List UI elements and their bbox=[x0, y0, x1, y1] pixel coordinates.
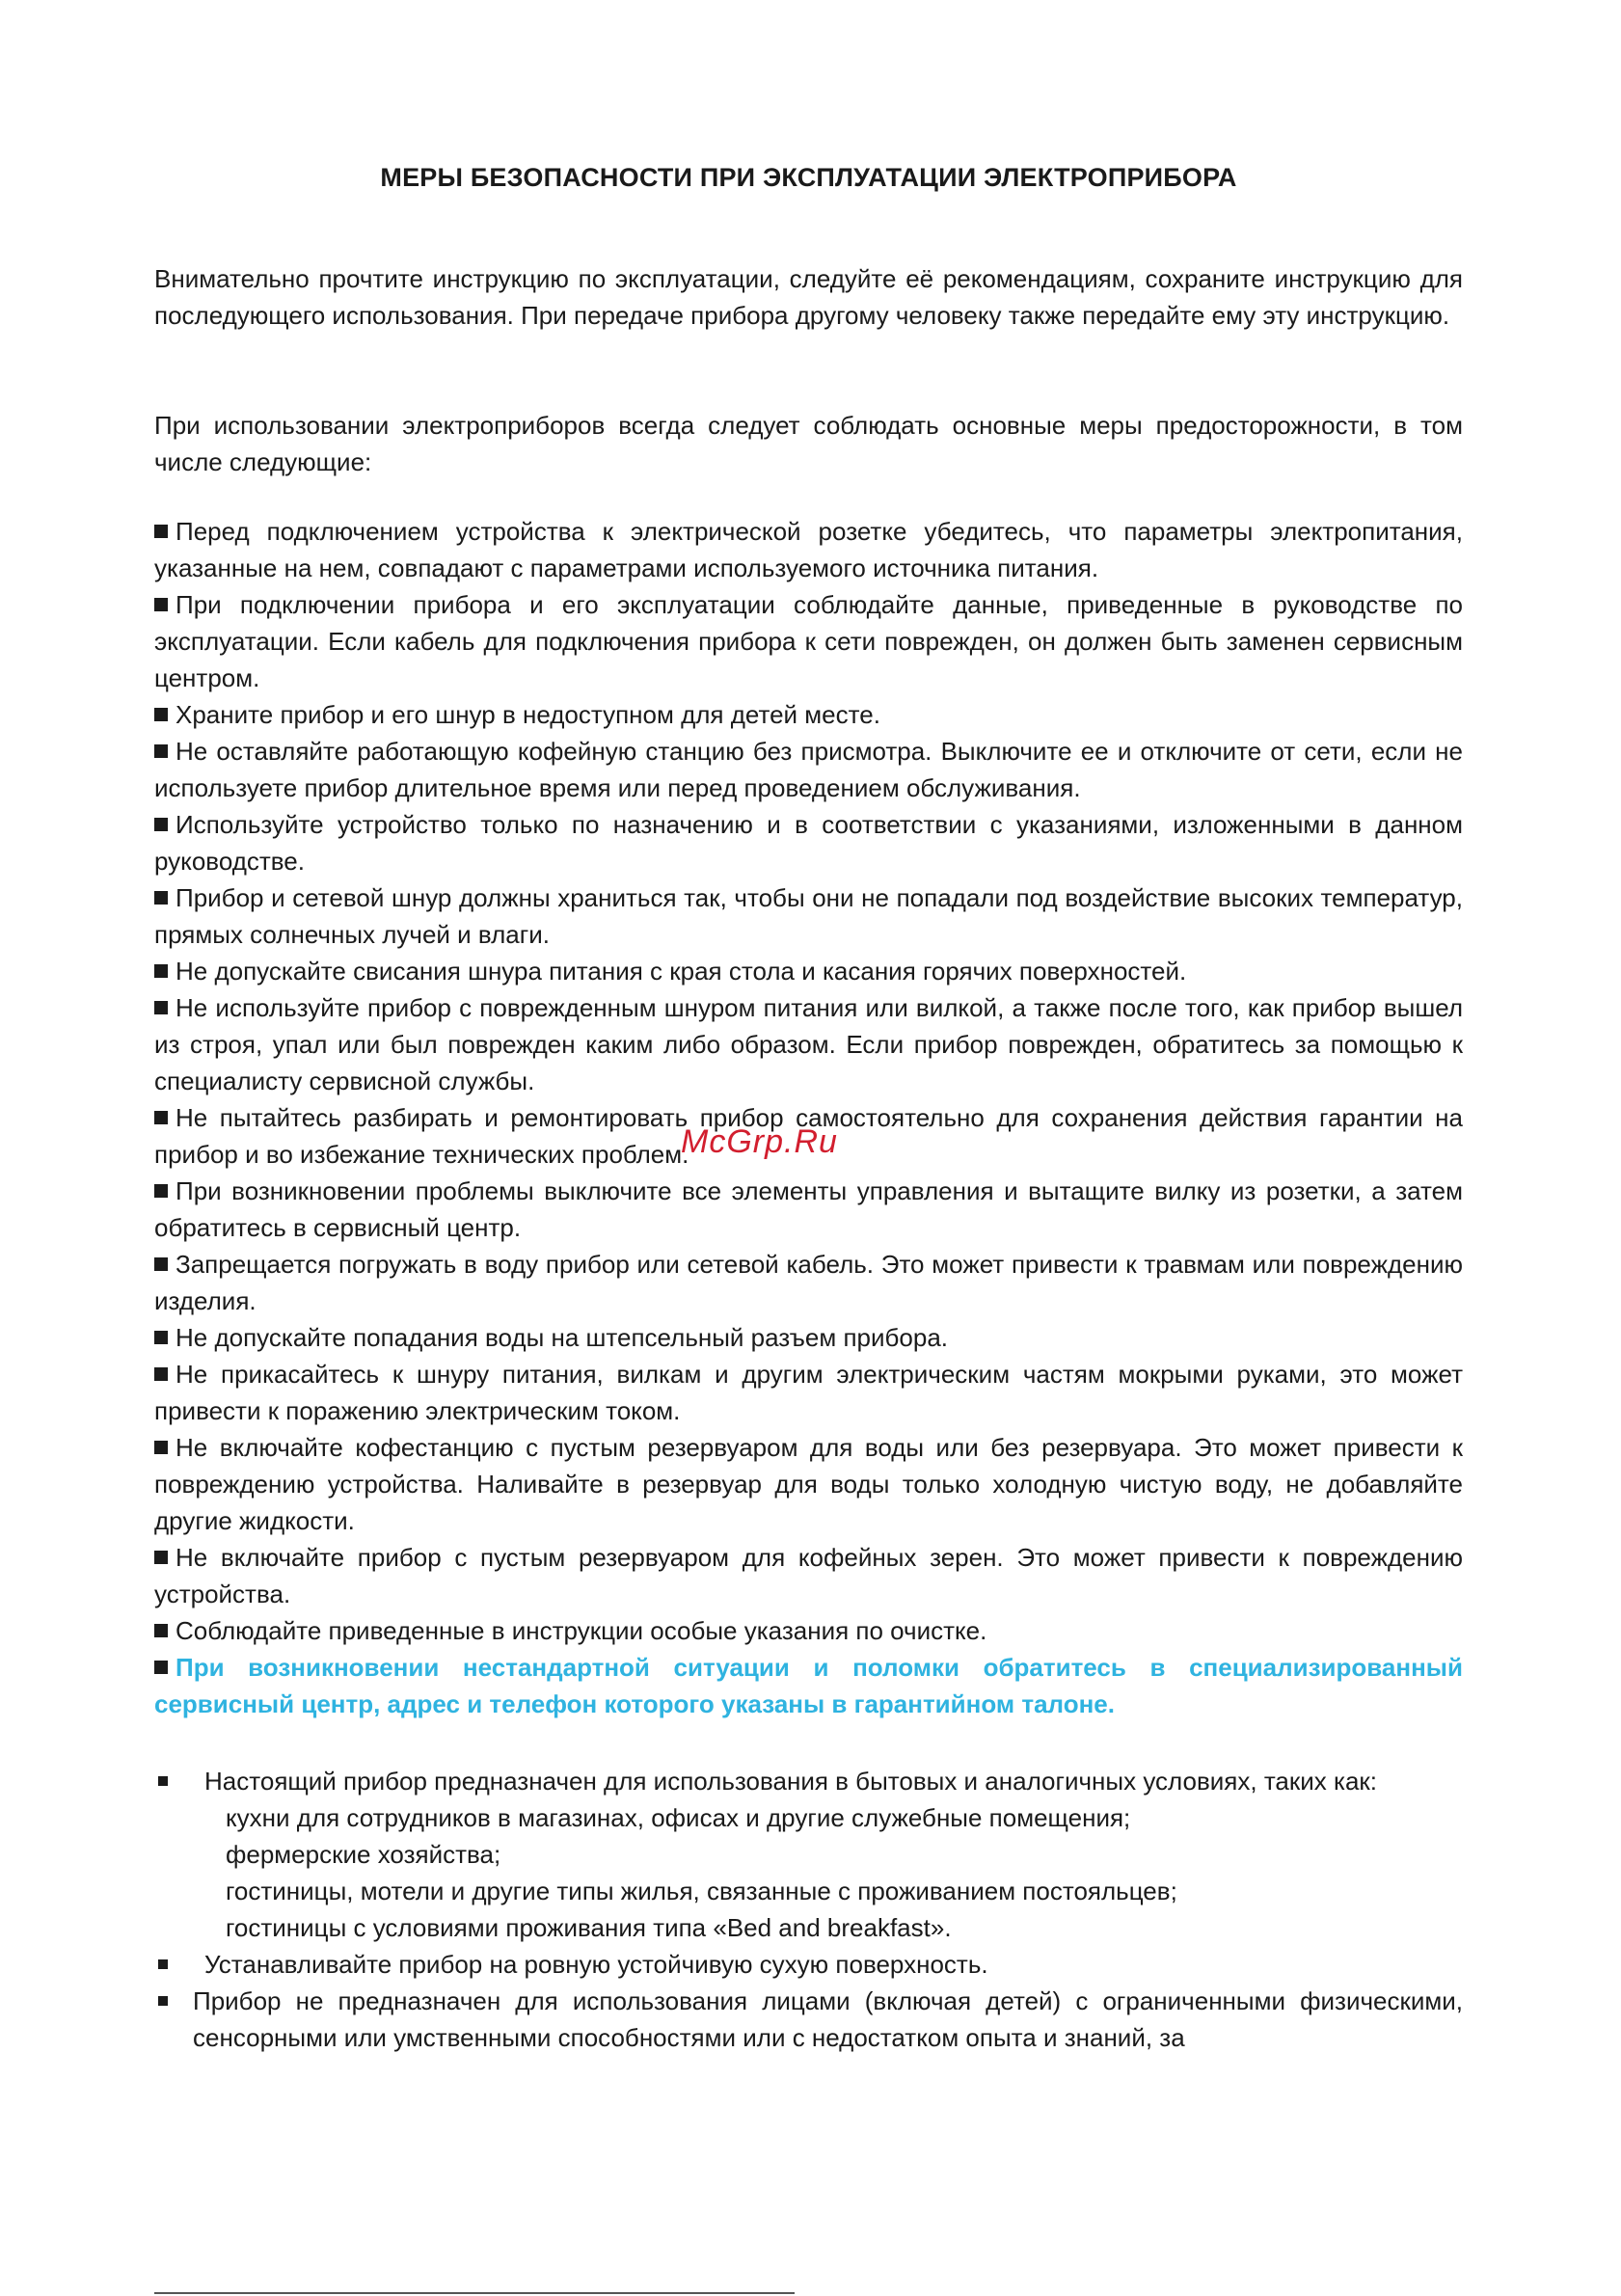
restriction-item: Прибор не предназначен для использования лицами (включая детей) с ограниченными физическими, сенсорными или умственными способностями или с недостатком опыта и знаний, за bbox=[154, 1983, 1463, 2056]
square-bullet-icon bbox=[154, 1001, 168, 1014]
safety-bullet: Храните прибор и его шнур в недоступном для детей месте. bbox=[154, 696, 1463, 733]
safety-bullet: Используйте устройство только по назначению и в соответствии с указаниями, изложенными в данном руководстве. bbox=[154, 810, 1463, 876]
square-bullet-icon bbox=[154, 1551, 168, 1564]
square-bullet-icon bbox=[154, 525, 168, 538]
service-center-notice: При возникновении нестандартной ситуации и поломки обратитесь в специализированный сервисный центр, адрес и телефон которого указаны в гарантийном талоне. bbox=[154, 1653, 1463, 1718]
usage-intro-item: Настоящий прибор предназначен для использования в бытовых и аналогичных условиях, таких как: bbox=[154, 1763, 1463, 1799]
safety-bullet: Не оставляйте работающую кофейную станцию без присмотра. Выключите ее и отключите от сети, если не используете прибор длительное время или перед проведением обслуживания. bbox=[154, 737, 1463, 802]
square-bullet-icon bbox=[154, 744, 168, 758]
safety-bullet-list bbox=[154, 513, 1463, 1722]
square-bullet-icon bbox=[154, 1257, 168, 1271]
safety-bullet: Не используйте прибор с поврежденным шнуром питания или вилкой, а также после того, как прибор вышел из строя, упал или был поврежден каким либо образом. Если прибор поврежден, обратитесь за помощью к специалисту сервисной службы. bbox=[154, 993, 1463, 1095]
square-bullet-icon bbox=[154, 1111, 168, 1124]
usage-place: фермерские хозяйства; bbox=[226, 1840, 501, 1869]
safety-bullet: Не допускайте свисания шнура питания с края стола и касания горячих поверхностей. bbox=[154, 953, 1463, 989]
square-bullet-icon bbox=[154, 708, 168, 721]
square-bullet-icon bbox=[154, 818, 168, 831]
intro-paragraph: Внимательно прочтите инструкцию по эксплуатации, следуйте её рекомендациям, сохраните инструкцию для последующего использования. При передаче прибора другому человеку также передайте ему эту инструкцию. bbox=[154, 264, 1463, 330]
square-bullet-icon bbox=[154, 1624, 168, 1637]
square-bullet-icon bbox=[154, 1367, 168, 1381]
safety-bullet: Перед подключением устройства к электрической розетке убедитесь, что параметры электропитания, указанные на нем, совпадают с параметрами используемого источника питания. bbox=[154, 517, 1463, 582]
safety-bullet: Не включайте прибор с пустым резервуаром для кофейных зерен. Это может привести к повреждению устройства. bbox=[154, 1543, 1463, 1608]
square-bullet-icon bbox=[154, 1441, 168, 1454]
safety-bullet: Прибор и сетевой шнур должны храниться так, чтобы они не попадали под воздействие высоких температур, прямых солнечных лучей и влаги. bbox=[154, 883, 1463, 949]
footer-divider bbox=[154, 2292, 795, 2294]
small-square-bullet-icon bbox=[158, 1776, 168, 1786]
surface-item: Устанавливайте прибор на ровную устойчивую сухую поверхность. bbox=[154, 1946, 1463, 1983]
safety-bullet: Не прикасайтесь к шнуру питания, вилкам и другим электрическим частям мокрыми руками, это может привести к поражению электрическим током. bbox=[154, 1360, 1463, 1425]
small-square-bullet-icon bbox=[158, 1959, 168, 1969]
safety-bullet: Не пытайтесь разбирать и ремонтировать прибор самостоятельно для сохранения действия гарантии на прибор и во избежание технических проблем. bbox=[154, 1103, 1463, 1169]
usage-place: кухни для сотрудников в магазинах, офисах и другие служебные помещения; bbox=[226, 1803, 1131, 1832]
safety-bullet: При подключении прибора и его эксплуатации соблюдайте данные, приведенные в руководстве по эксплуатации. Если кабель для подключения прибора к сети поврежден, он должен быть заменен сервисным центром. bbox=[154, 590, 1463, 692]
safety-bullet: Соблюдайте приведенные в инструкции особые указания по очистке. bbox=[154, 1612, 1463, 1649]
safety-bullet: Запрещается погружать в воду прибор или сетевой кабель. Это может привести к травмам или повреждению изделия. bbox=[154, 1250, 1463, 1315]
square-bullet-icon bbox=[154, 1184, 168, 1198]
safety-bullet: При возникновении проблемы выключите все элементы управления и вытащите вилку из розетки, а затем обратитесь в сервисный центр. bbox=[154, 1176, 1463, 1242]
square-bullet-icon bbox=[154, 1331, 168, 1344]
small-square-bullet-icon bbox=[158, 1996, 168, 2006]
usage-conditions-list bbox=[154, 1763, 1463, 2056]
square-bullet-icon bbox=[154, 891, 168, 905]
watermark: McGrp.Ru bbox=[681, 1123, 838, 1160]
usage-place: гостиницы, мотели и другие типы жилья, связанные с проживанием постояльцев; bbox=[226, 1877, 1177, 1905]
square-bullet-icon bbox=[154, 1661, 168, 1674]
square-bullet-icon bbox=[154, 598, 168, 611]
safety-bullet: Не допускайте попадания воды на штепсельный разъем прибора. bbox=[154, 1319, 1463, 1356]
usage-place: гостиницы с условиями проживания типа «Bed and breakfast». bbox=[226, 1913, 952, 1942]
lead-paragraph: При использовании электроприборов всегда следует соблюдать основные меры предосторожности, в том числе следующие: bbox=[154, 411, 1463, 476]
page-title: МЕРЫ БЕЗОПАСНОСТИ ПРИ ЭКСПЛУАТАЦИИ ЭЛЕКТРОПРИБОРА bbox=[380, 163, 1237, 192]
square-bullet-icon bbox=[154, 964, 168, 978]
safety-bullet: Не включайте кофестанцию с пустым резервуаром для воды или без резервуара. Это может привести к повреждению устройства. Наливайте в резервуар для воды только холодную чистую воду, не добавляйте другие жидкости. bbox=[154, 1433, 1463, 1535]
